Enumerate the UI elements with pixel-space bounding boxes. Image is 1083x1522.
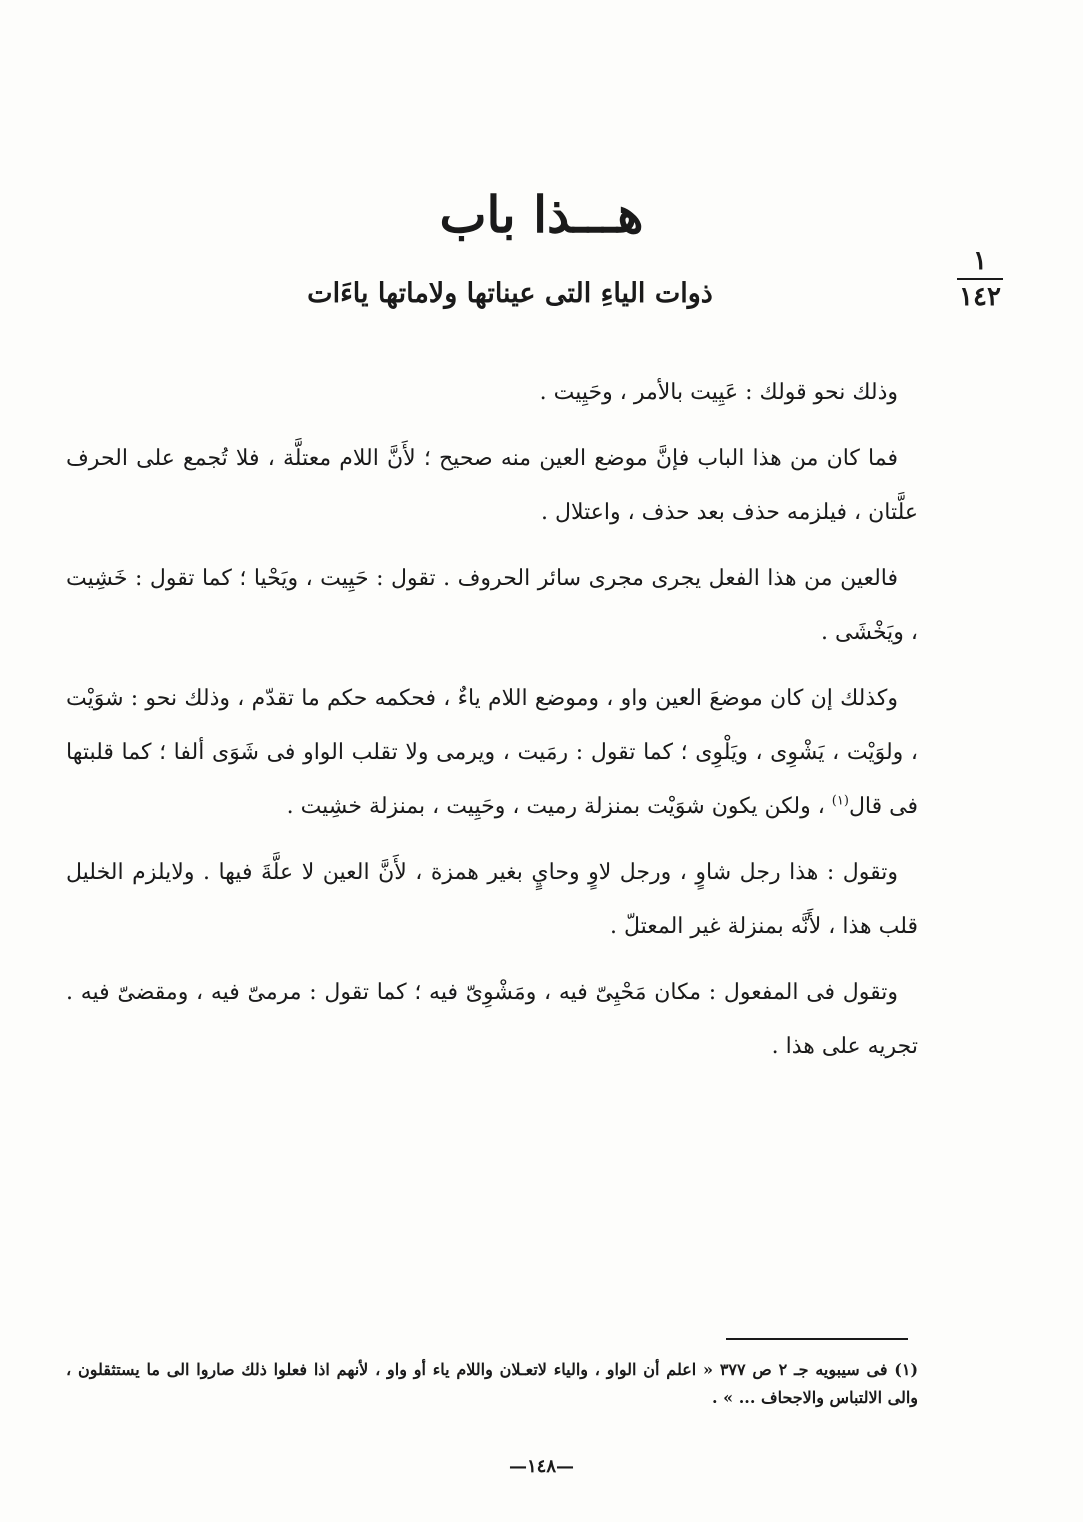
paragraph-6: وتقول فى المفعول : مكان مَحْيِىّ فيه ، ومَشْوِىّ فيه ؛ كما تقول : مرمىّ فيه ، ومقضىّ فيه . تجريه على هذا . <box>66 980 918 1059</box>
paragraph-4 <box>66 672 918 834</box>
paragraph-3: فالعين من هذا الفعل يجرى مجرى سائر الحروف . تقول : حَيِيت ، ويَحْيا ؛ كما تقول : خَشِيت ، ويَخْشَى . <box>66 566 918 645</box>
footnote: (١) فى سيبويه جـ ٢ ص ٣٧٧ « اعلم أن الواو ، والياء لاتعـلان واللام ياء أو واو ، لأنهم اذا فعلوا ذلك صاروا الى ما يستثقلون ، والى الالتباس والاجحاف ... » . <box>66 1360 919 1407</box>
footnote-separator <box>726 1338 908 1340</box>
paragraph-1: وذلك نحو قولك : عَيِيت بالأمر ، وحَيِيت . <box>539 380 898 405</box>
margin-reference-top: ١ <box>973 246 987 276</box>
margin-reference-rule <box>957 278 1003 280</box>
body-text <box>66 366 918 1086</box>
margin-reference-bottom: ١٤٢ <box>959 282 1001 312</box>
page-number: —١٤٨— <box>508 1456 574 1477</box>
paragraph-4-tail: ، ولكن يكون شوَيْت بمنزلة رميت ، وحَيِيت ، بمنزلة خشِيت . <box>286 794 832 819</box>
footnote-marker: (١) <box>831 793 849 809</box>
paragraph-2: فما كان من هذا الباب فإنَّ موضع العين منه صحيح ؛ لأَنَّ اللام معتلَّة ، فلا تُجمع على الحرف علَّتان ، فيلزمه حذف بعد حذف ، واعتلال . <box>66 446 918 525</box>
margin-reference <box>952 246 1008 312</box>
paragraph-4-text: وكذلك إن كان موضعَ العين واو ، وموضع اللام ياءٌ ، فحكمه حكم ما تقدّم ، وذلك نحو : شوَيْت ، ولوَيْت ، يَشْوِى ، ويَلْوِى ؛ كما تقول : رمَيت ، ويرمى ولا تقلب الواو فى شَوَى ألفا ؛ كما قلبتها فى قال <box>66 686 918 819</box>
paragraph-5: وتقول : هذا رجل شاوٍ ، ورجل لاوٍ وحايٍ بغير همزة ، لأَنَّ العين لا علَّةَ فيها . ولايلزم الخليل قلب هذا ، لأَنَّه بمنزلة غير المعتلّ . <box>66 860 918 939</box>
chapter-title: هـــذا باب <box>439 185 644 244</box>
chapter-subtitle: ذوات الياءِ التى عيناتها ولاماتها ياءَات <box>307 278 713 309</box>
